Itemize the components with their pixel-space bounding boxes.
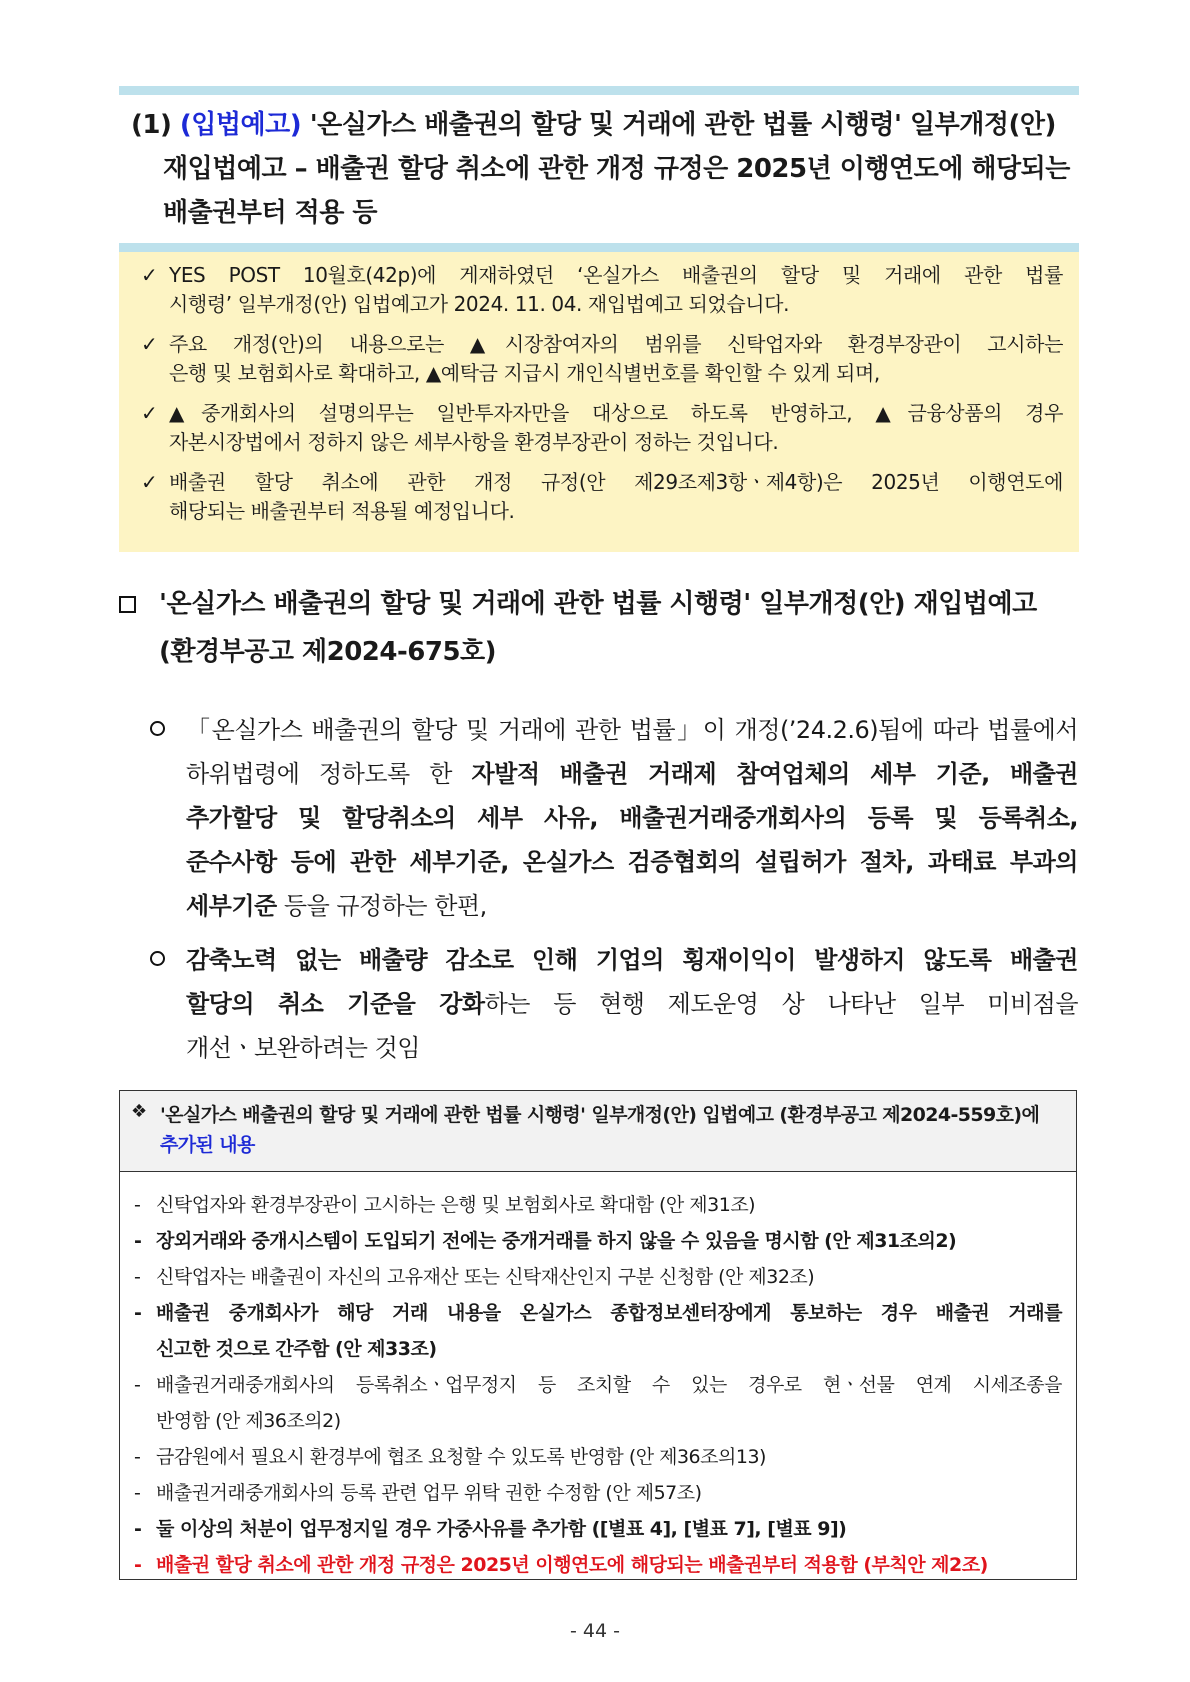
paragraph-text: 등을 규정하는 한편,	[276, 892, 487, 920]
paragraph-line	[186, 840, 1078, 884]
title-tag: (입법예고)	[179, 110, 302, 140]
paragraph-line: 개선ㆍ보완하려는 것임	[186, 1034, 420, 1062]
page-number: - 44 -	[570, 1620, 620, 1642]
dash-icon: -	[134, 1374, 141, 1396]
list-item-text: 둘 이상의 처분이 업무정지일 경우 가중사유를 추가함 ([별표 4], [별표 7], [별표 9])	[156, 1518, 847, 1540]
summary-line: 해당되는 배출권부터 적용될 예정입니다.	[169, 499, 515, 523]
list-item-text: 장외거래와 중개시스템이 도입되기 전에는 중개거래를 하지 않을 수 있음을 명시함 (안 제31조의2)	[156, 1230, 957, 1252]
summary-item	[141, 330, 1063, 388]
list-item	[134, 1475, 1062, 1511]
list-item-text: 반영함 (안 제36조의2)	[156, 1410, 341, 1432]
dash-icon: -	[134, 1554, 142, 1576]
summary-item	[141, 261, 1063, 319]
list-item-text: 배출권거래중개회사의 등록 관련 업무 위탁 권한 수정함 (안 제57조)	[156, 1482, 702, 1504]
amendments-box	[119, 1090, 1077, 1580]
paragraph-line: 「온실가스 배출권의 할당 및 거래에 관한 법률」이 개정(’24.2.6)됨에 따라 법률에서	[186, 716, 1078, 744]
title-line-3: 배출권부터 적용 등	[163, 198, 378, 228]
paragraph-2	[150, 938, 1078, 1070]
paragraph-line	[186, 796, 1078, 840]
dash-icon: -	[134, 1446, 141, 1468]
amendments-header	[120, 1091, 1076, 1172]
summary-line: 주요 개정(안)의 내용으로는 ▲시장참여자의 범위를 신탁업자와 환경부장관이 고시하는	[169, 332, 1063, 356]
dash-icon: -	[134, 1482, 141, 1504]
square-bullet-icon	[119, 596, 136, 613]
paragraph-bold-text: 감축노력 없는 배출량 감소로 인해 기업의 횡재이익이 발생하지 않도록 배출권	[186, 946, 1078, 974]
title-line-2: 재입법예고 – 배출권 할당 취소에 관한 개정 규정은 2025년 이행연도에 해당되는	[163, 154, 1070, 184]
list-item	[134, 1511, 1062, 1547]
paragraph-bold-text: 세부기준	[186, 892, 277, 920]
list-item	[134, 1547, 1062, 1583]
title-number: (1)	[131, 110, 172, 140]
dash-icon: -	[134, 1518, 142, 1540]
section-heading-line-2: (환경부공고 제2024-675호)	[159, 637, 497, 667]
check-icon: ✓	[141, 263, 158, 287]
list-item	[134, 1187, 1062, 1223]
paragraph-bold-text: 추가할당 및 할당취소의 세부 사유, 배출권거래중개회사의 등록 및 등록취소,	[186, 804, 1078, 832]
summary-line: 배출권 할당 취소에 관한 개정 규정(안 제29조제3항ㆍ제4항)은 2025년 이행연도에	[169, 470, 1063, 494]
list-item	[134, 1367, 1062, 1439]
list-item	[134, 1295, 1062, 1367]
summary-item	[141, 468, 1063, 526]
summary-item	[141, 399, 1063, 457]
paragraph-bold-text: 할당의 취소 기준을 강화	[186, 990, 485, 1018]
list-item-text: 배출권 할당 취소에 관한 개정 규정은 2025년 이행연도에 해당되는 배출권부터 적용함 (부칙안 제2조)	[156, 1554, 988, 1576]
paragraph-bold-text: 준수사항 등에 관한 세부기준, 온실가스 검증협회의 설립허가 절차, 과태료 부과의	[186, 848, 1078, 876]
summary-line: 은행 및 보험회사로 확대하고, ▲예탁금 지급시 개인식별번호를 확인할 수 있게 되며,	[169, 361, 880, 385]
list-item-text: 배출권거래중개회사의 등록취소ㆍ업무정지 등 조치할 수 있는 경우로 현ㆍ선물 연계 시세조종을	[156, 1374, 1062, 1396]
amendments-header-line-1: '온실가스 배출권의 할당 및 거래에 관한 법률 시행령' 일부개정(안) 입법예고 (환경부공고 제2024-559호)에	[160, 1104, 1040, 1126]
paragraph-line	[186, 884, 1078, 928]
circle-bullet-icon	[150, 951, 165, 966]
paragraph-line	[186, 938, 1078, 982]
summary-line: 시행령’ 일부개정(안) 입법예고가 2024. 11. 04. 재입법예고 되었습니다.	[169, 292, 790, 316]
paragraph-bold-text: 자발적 배출권 거래제 참여업체의 세부 기준, 배출권	[471, 760, 1078, 788]
list-item-text: 금감원에서 필요시 환경부에 협조 요청할 수 있도록 반영함 (안 제36조의13)	[156, 1446, 766, 1468]
amendments-list	[134, 1187, 1062, 1583]
check-icon: ✓	[141, 470, 158, 494]
circle-bullet-icon	[150, 721, 165, 736]
paragraph-line	[186, 752, 1078, 796]
list-item	[134, 1223, 1062, 1259]
list-item	[134, 1259, 1062, 1295]
amendments-header-line-2: 추가된 내용	[160, 1134, 255, 1156]
summary-box	[119, 252, 1079, 552]
dash-icon: -	[134, 1302, 142, 1324]
dash-icon: -	[134, 1230, 142, 1252]
summary-line: YES POST 10월호(42p)에 게재하였던 ‘온실가스 배출권의 할당 및 거래에 관한 법률	[169, 263, 1063, 287]
check-icon: ✓	[141, 401, 158, 425]
summary-line: ▲중개회사의 설명의무는 일반투자자만을 대상으로 하도록 반영하고, ▲금융상품의 경우	[169, 401, 1063, 425]
section-heading-line-1: '온실가스 배출권의 할당 및 거래에 관한 법률 시행령' 일부개정(안) 재입법예고	[159, 589, 1037, 619]
list-item-text: 신고한 것으로 간주함 (안 제33조)	[156, 1338, 437, 1360]
dash-icon: -	[134, 1266, 141, 1288]
diamond-bullet-icon: ❖	[131, 1101, 147, 1122]
paragraph-text: 하는 등 현행 제도운영 상 나타난 일부 미비점을	[484, 990, 1079, 1018]
dash-icon: -	[134, 1194, 141, 1216]
summary-line: 자본시장법에서 정하지 않은 세부사항을 환경부장관이 정하는 것입니다.	[169, 430, 779, 454]
list-item-text: 신탁업자는 배출권이 자신의 고유재산 또는 신탁재산인지 구분 신청함 (안 제32조)	[156, 1266, 815, 1288]
list-item-text: 신탁업자와 환경부장관이 고시하는 은행 및 보험회사로 확대함 (안 제31조)	[156, 1194, 756, 1216]
article-title	[119, 86, 1079, 252]
paragraph-line	[186, 982, 1078, 1026]
list-item-text: 배출권 중개회사가 해당 거래 내용을 온실가스 종합정보센터장에게 통보하는 경우 배출권 거래를	[156, 1302, 1062, 1324]
title-line-1-text: '온실가스 배출권의 할당 및 거래에 관한 법률 시행령' 일부개정(안)	[309, 110, 1056, 140]
paragraph-text: 하위법령에 정하도록 한	[186, 760, 472, 788]
check-icon: ✓	[141, 332, 158, 356]
list-item	[134, 1439, 1062, 1475]
title-line-1	[119, 103, 1079, 147]
paragraph-1	[150, 708, 1078, 928]
